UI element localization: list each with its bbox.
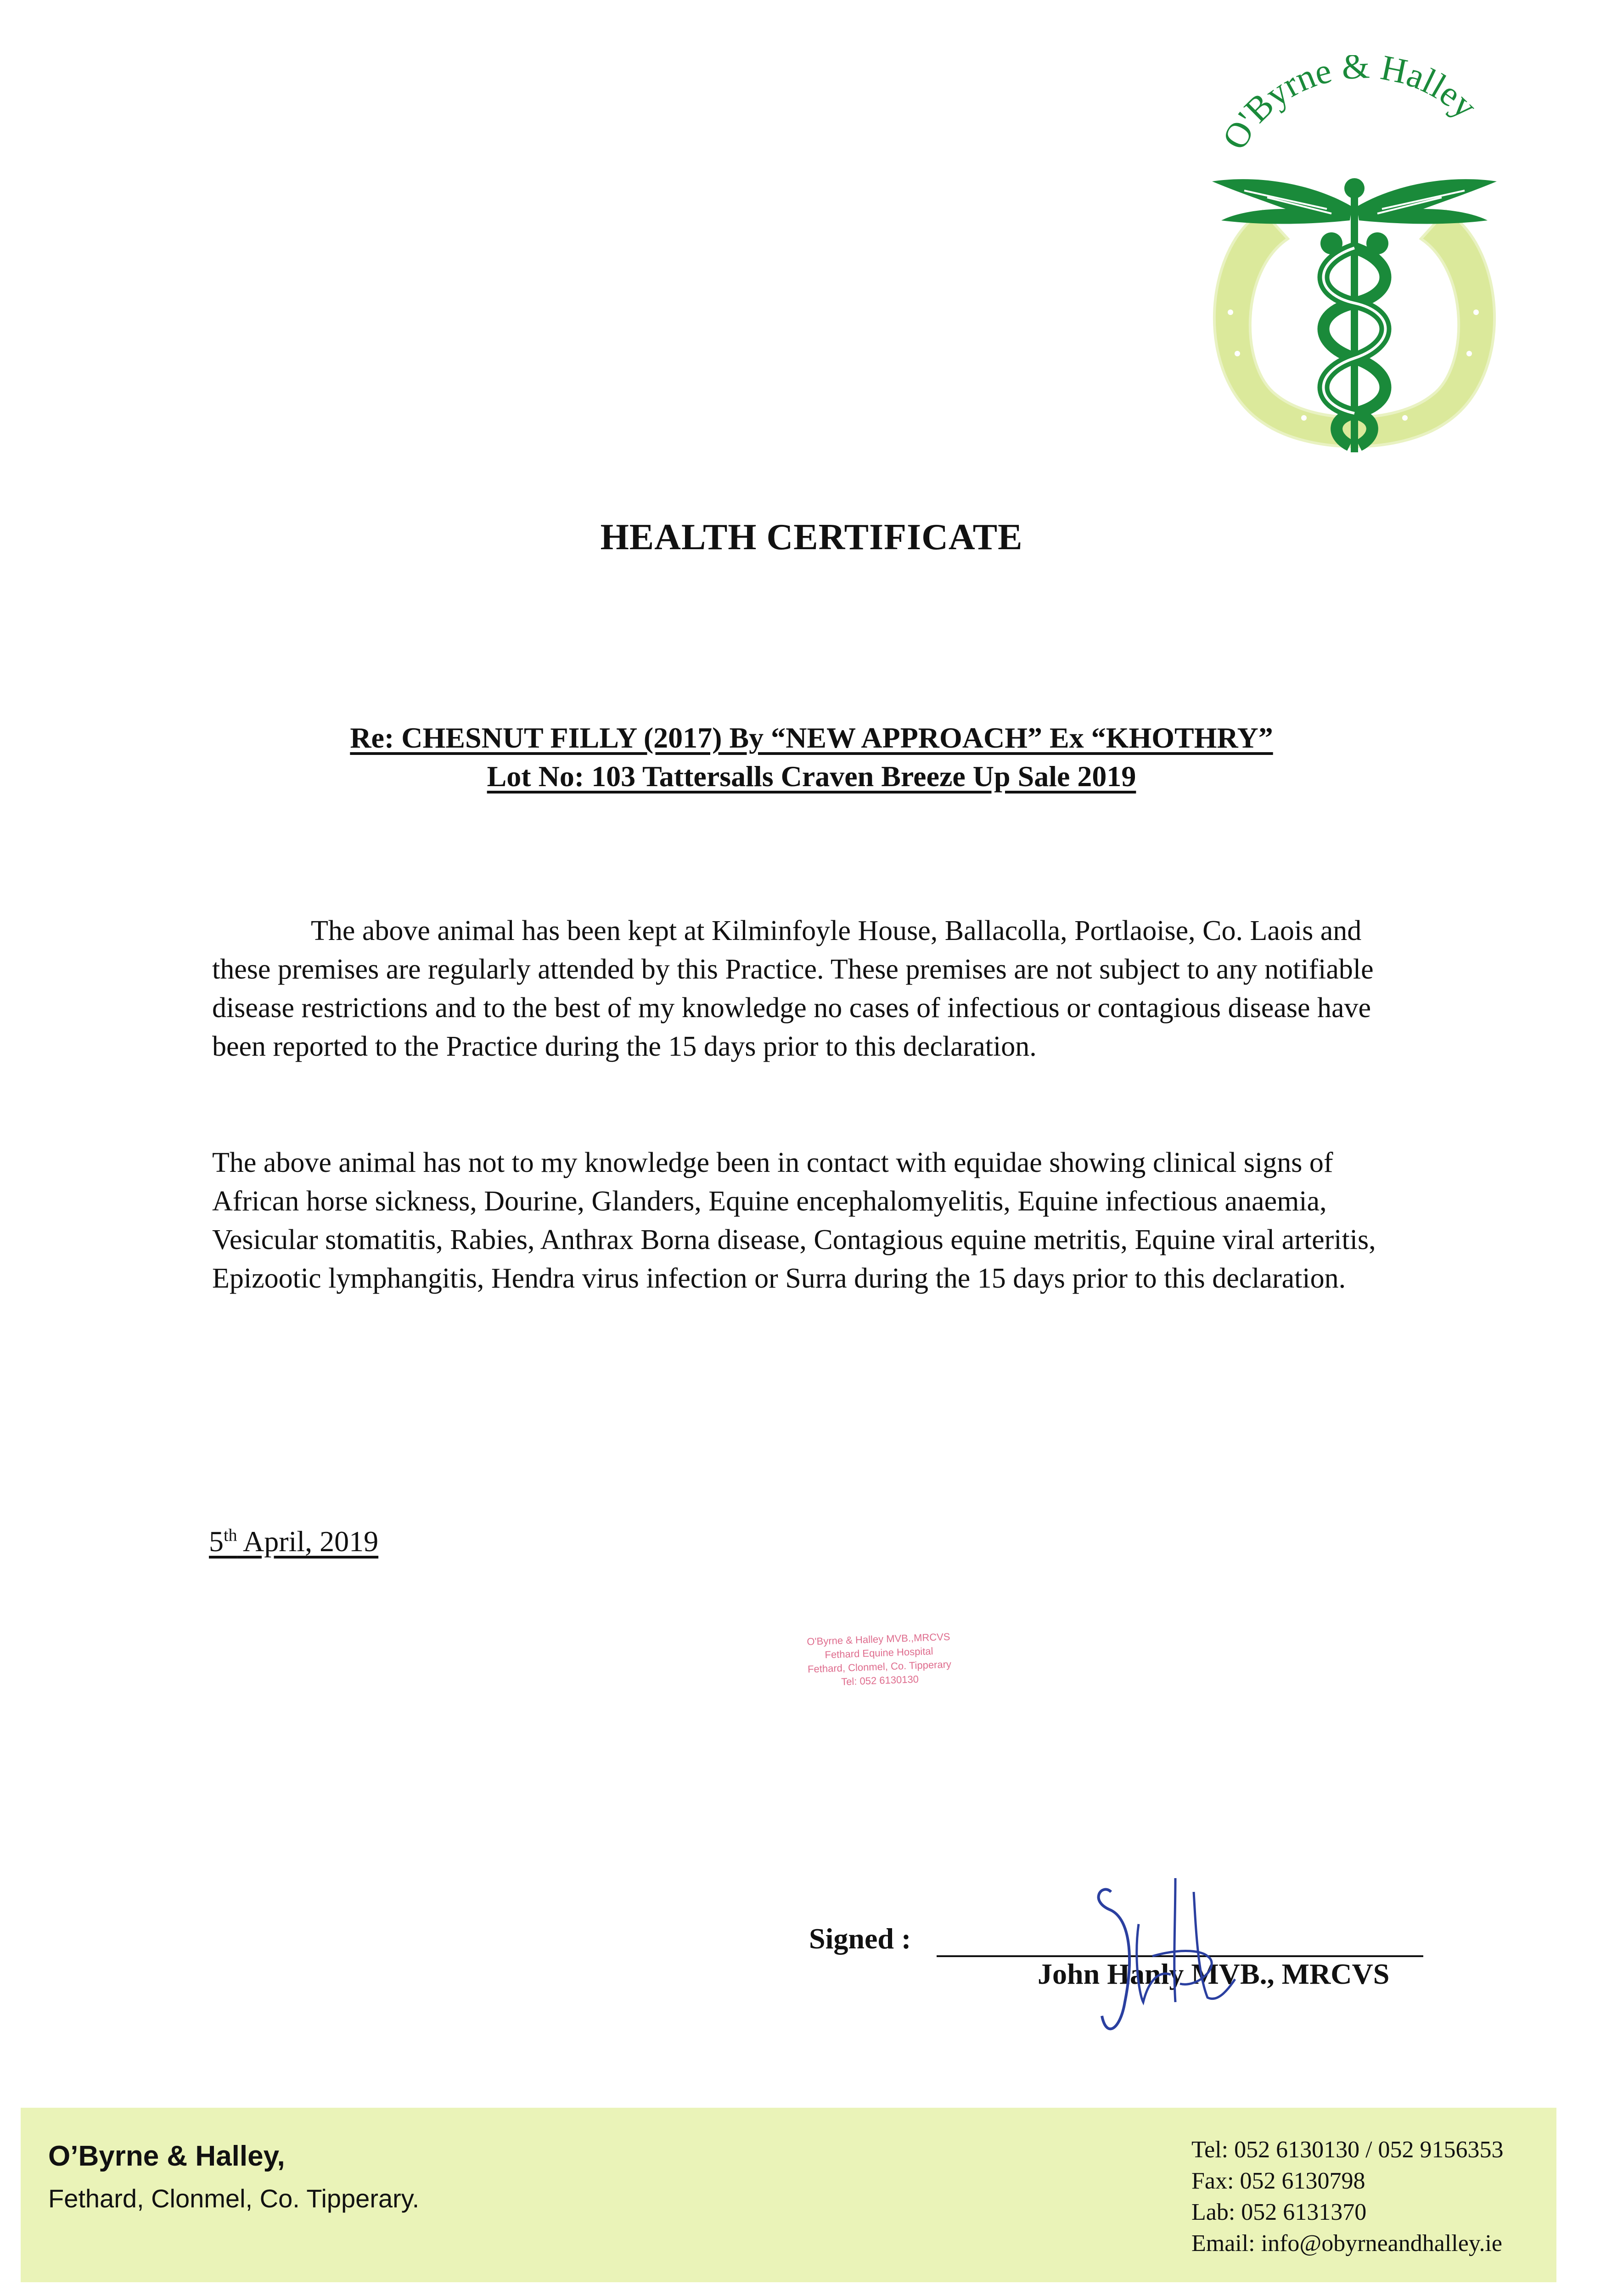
footer-lab: Lab: 052 6131370 (1191, 2199, 1367, 2225)
footer-tel: Tel: 052 6130130 / 052 9156353 (1191, 2137, 1504, 2163)
logo-text: O'Byrne & Halley (1214, 55, 1485, 156)
footer-address: Fethard, Clonmel, Co. Tipperary. (48, 2184, 420, 2213)
practice-stamp (780, 1629, 979, 1691)
paragraph-diseases: The above animal has not to my knowledge been in contact with equidae showing clinical signs of African horse sickness, Dourine, Glanders, Equine encephalomyelitis, Equine infectious anaemia, Vesicular stomatitis, Rabies, Anthrax Borna disease, Contagious equine metritis, Equine viral arteritis, Epizootic lymphangitis, Hendra virus infection or Surra during the 15 days prior to this declaration. (212, 1147, 1376, 1294)
footer-fax: Fax: 052 6130798 (1191, 2168, 1365, 2194)
subject-line: Re: CHESNUT FILLY (2017) By “NEW APPROACH” Ex “KHOTHRY” (350, 721, 1273, 754)
footer-contacts (1191, 2134, 1504, 2259)
subject-block (0, 719, 1623, 796)
practice-logo (1175, 55, 1533, 459)
footer-practice-name: O’Byrne & Halley, (48, 2140, 285, 2172)
signer-name: John Hanly MVB., MRCVS (1038, 1958, 1390, 1990)
stamp-line: Fethard, Clonmel, Co. Tipperary (807, 1658, 952, 1675)
date-rest: April, 2019 (237, 1525, 379, 1558)
lot-line: Lot No: 103 Tattersalls Craven Breeze Up Sale 2019 (487, 760, 1136, 793)
date (209, 1525, 378, 1559)
date-suffix: th (224, 1525, 237, 1545)
signed-label: Signed : (809, 1922, 911, 1955)
footer-email[interactable]: Email: info@obyrneandhalley.ie (1191, 2230, 1502, 2257)
handwritten-signature (1070, 1864, 1299, 2057)
stamp-line: Tel: 052 6130130 (841, 1673, 919, 1688)
stamp-line: Fethard Equine Hospital (825, 1645, 933, 1661)
page-title: HEALTH CERTIFICATE (600, 517, 1023, 557)
date-day: 5 (209, 1525, 224, 1558)
stamp-line: O'Byrne & Halley MVB.,MRCVS (806, 1631, 950, 1648)
paragraph-premises: The above animal has been kept at Kilminfoyle House, Ballacolla, Portlaoise, Co. Laois and these premises are regularly attended by this Practice. These premises are not subject to any notifiable disease restrictions and to the best of my knowledge no cases of infectious or contagious disease have been reported to the Practice during the 15 days prior to this declaration. (212, 915, 1374, 1062)
caduceus-horseshoe-icon (1175, 55, 1533, 459)
